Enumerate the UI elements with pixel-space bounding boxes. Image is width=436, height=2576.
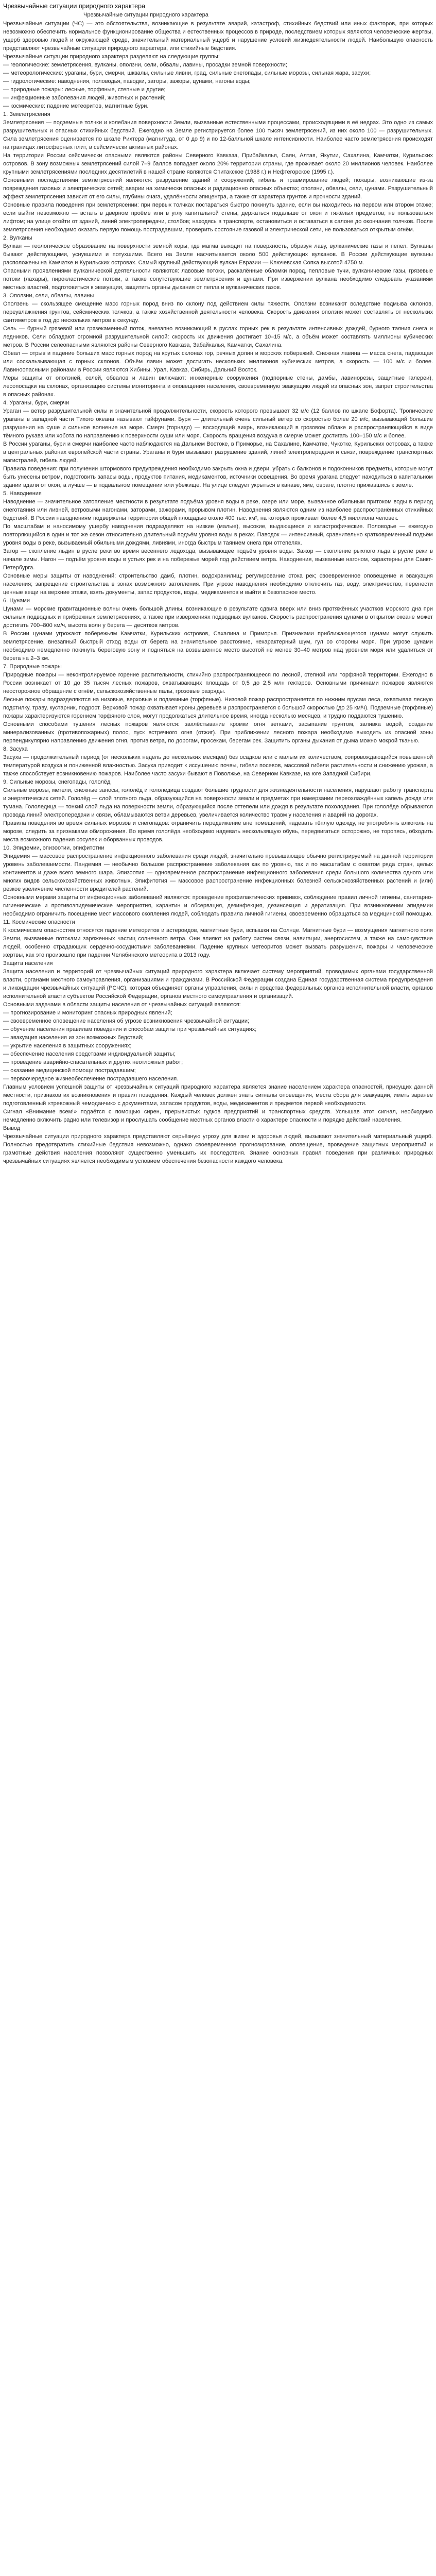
paragraph: Землетрясения — подземные толчки и колебания поверхности Земли, вызванные естественными процессами, происходящими в её недрах. Это одно из самых разрушительных и опасных стихийных бедствий. Ежегодно на Земле регистрируется более 100 тысяч землетрясений, из них около 100 — разрушительных. Сила землетрясения оценивается по шкале Рихтера (магнитуда, от 0 до 9) и по 12-балльной шкале интенсивности. Наиболее часто землетрясения происходят на границах литосферных плит, в сейсмически активных районах. bbox=[3, 120, 433, 150]
list-item: — гидрологические: наводнения, половодья, паводки, заторы, зажоры, цунами, нагоны воды; bbox=[3, 78, 251, 84]
list-item: — обучение населения правилам поведения и способам защиты при чрезвычайных ситуациях; bbox=[3, 1026, 257, 1032]
paragraph: По масштабам и наносимому ущербу наводнения подразделяют на низкие (малые), высокие, выдающиеся и катастрофические. Половодье — ежегодно повторяющийся в один и тот же сезон относительно длительный подъём уровня воды в реках. Паводок — интенсивный, сравнительно кратковременный подъём уровня воды в реке, вызываемый обильными дождями, ливнями, иногда быстрым таянием снега при оттепелях. bbox=[3, 523, 433, 546]
paragraph: Основными задачами в области защиты населения от чрезвычайных ситуаций являются: bbox=[3, 1002, 241, 1008]
list-item: — первоочередное жизнеобеспечение пострадавшего населения. bbox=[3, 1076, 179, 1082]
list-item: — эвакуация населения из зон возможных бедствий; bbox=[3, 1035, 144, 1041]
paragraph: В России цунами угрожают побережьям Камчатки, Курильских островов, Сахалина и Приморья. Признаками приближающегося цунами могут служить землетрясение, внезапный быстрый отход воды от берега на значительное расстояние, нехарактерный шум, гул со стороны моря. При угрозе цунами необходимо немедленно покинуть береговую зону и подняться на возвышенное место высотой не менее 30–40 метров над уровнем моря или удалиться от берега на 2–3 км. bbox=[3, 631, 433, 662]
list-item: — геологические: землетрясения, вулканы, оползни, сели, обвалы, лавины, просадки земной поверхности; bbox=[3, 62, 287, 68]
paragraph: 10. Эпидемии, эпизоотии, эпифитотии bbox=[3, 845, 104, 851]
document-page bbox=[0, 0, 436, 1168]
paragraph: Меры защиты от оползней, селей, обвалов и лавин включают: инженерные сооружения (подпорные стены, дамбы, лавинорезы, защитные галереи), лесопосадки на склонах, организацию системы мониторинга и оповещения населения, своевременную эвакуацию людей из опасных зон, запрет строительства в опасных районах. bbox=[3, 375, 433, 398]
list-item: — природные пожары: лесные, торфяные, степные и другие; bbox=[3, 87, 166, 93]
list-item: — прогнозирование и мониторинг опасных природных явлений; bbox=[3, 1010, 172, 1016]
paragraph: Чрезвычайные ситуации природного характера разделяют на следующие группы: bbox=[3, 54, 220, 60]
list-item: — инфекционные заболевания людей, животных и растений; bbox=[3, 95, 166, 101]
paragraph: 5. Наводнения bbox=[3, 490, 42, 497]
paragraph: Затор — скопление льдин в русле реки во время весеннего ледохода, вызывающее подъём уровня воды. Зажор — скопление рыхлого льда в русле реки в начале зимы. Нагон — подъём уровня воды в устьях рек и на побережье морей под действием ветра. Наводнения, вызванные нагоном, характерны для Санкт-Петербурга. bbox=[3, 548, 433, 571]
list-item: — метеорологические: ураганы, бури, смерчи, шквалы, сильные ливни, град, сильные снегопады, сильные морозы, сильная жара, засухи; bbox=[3, 70, 371, 76]
list-item: — проведение аварийно-спасательных и других неотложных работ; bbox=[3, 1059, 183, 1065]
paragraph: Оползень — скользящее смещение масс горных пород вниз по склону под действием силы тяжести. Оползни возникают вследствие подмыва склонов, переувлажнения грунтов, сейсмических толчков, а также хозяйственной деятельности человека. Скорость движения оползня может составлять от нескольких сантиметров в год до нескольких метров в секунду. bbox=[3, 301, 433, 324]
paragraph: Основные меры защиты от наводнений: строительство дамб, плотин, водохранилищ; регулирование стока рек; своевременное оповещение и эвакуация населения; запрещение строительства в зонах возможного затопления. При угрозе наводнения необходимо отключить газ, воду, электричество, перенести ценные вещи на верхние этажи, взять документы, запас продуктов, воды, медикаментов и выйти в безопасное место. bbox=[3, 573, 433, 596]
list-item: — космические: падение метеоритов, магнитные бури. bbox=[3, 103, 149, 109]
paragraph: Основными последствиями землетрясений являются: разрушение зданий и сооружений; гибель и травмирование людей; пожары, возникающие из-за повреждения газовых и электрических сетей; аварии на химически опасных и радиационно опасных объектах; оползни, обвалы, сели, цунами. Разрушительный эффект землетрясения зависит от его силы, глубины очага, удалённости эпицентра, а также от характера грунтов и прочности зданий. bbox=[3, 177, 433, 200]
paragraph: Чрезвычайные ситуации природного характера представляют серьёзную угрозу для жизни и здоровья людей, вызывают значительный материальный ущерб. Полностью предотвратить стихийные бедствия невозможно, однако своевременное прогнозирование, оповещение, проведение защитных мероприятий и грамотные действия населения позволяют существенно уменьшить их последствия. Знание основных правил поведения при различных природных чрезвычайных ситуациях является необходимым условием обеспечения безопасности каждого человека. bbox=[3, 1133, 433, 1164]
paragraph: Вулкан — геологическое образование на поверхности земной коры, где магма выходит на поверхность, образуя лаву, вулканические газы и пепел. Вулканы бывают действующими, уснувшими и потухшими. Всего на Земле насчитывается около 500 действующих вулканов. В России действующие вулканы расположены на Камчатке и Курильских островах. Самый крупный действующий вулкан Евразии — Ключевская Сопка высотой 4750 м. bbox=[3, 243, 433, 266]
paragraph: Цунами — морские гравитационные волны очень большой длины, возникающие в результате сдвига вверх или вниз протяжённых участков морского дна при сильных подводных и прибрежных землетрясениях, а также при извержениях подводных вулканов. Скорость распространения цунами в открытом океане может достигать 700–800 км/ч, высота волн у берега — десятков метров. bbox=[3, 606, 433, 629]
paragraph: На территории России сейсмически опасными являются районы Северного Кавказа, Прибайкалья, Саян, Алтая, Якутии, Сахалина, Камчатки, Курильских островов. В зону возможных землетрясений силой 7–9 баллов попадает около 20% территории страны, где проживает около 20 миллионов человек. Наиболее крупными землетрясениями последних десятилетий в нашей стране являются Спитакское (1988 г.) и Нефтегорское (1995 г.). bbox=[3, 152, 433, 175]
paragraph: Защита населения и территорий от чрезвычайных ситуаций природного характера включает систему мероприятий, проводимых органами государственной власти, органами местного самоуправления, организациями и гражданами. В Российской Федерации создана Единая государственная система предупреждения и ликвидации чрезвычайных ситуаций (РСЧС), которая объединяет органы управления, силы и средства федеральных органов исполнительной власти, органов исполнительной власти субъектов Российской Федерации, органов местного самоуправления и организаций. bbox=[3, 969, 433, 999]
paragraph: 2. Вулканы bbox=[3, 235, 32, 241]
paragraph: Сильные морозы, метели, снежные заносы, гололёд и гололедица создают большие трудности для жизнедеятельности населения, нарушают работу транспорта и энергетических сетей. Гололёд — слой плотного льда, образующийся на поверхности земли и предметах при намерзании переохлаждённых капель дождя или тумана. Гололедица — тонкий слой льда на поверхности земли, образующийся после оттепели или дождя в результате похолодания. При гололёде обрываются провода линий электропередачи и связи, обламываются ветви деревьев, увеличивается количество травм у населения и аварий на дорогах. bbox=[3, 787, 433, 818]
paragraph: Главным условием успешной защиты от чрезвычайных ситуаций природного характера является знание населением характера опасностей, присущих данной местности, признаков их возникновения и правил поведения. Каждый человек должен знать сигналы оповещения, места сбора для эвакуации, иметь заранее подготовленный «тревожный чемоданчик» с документами, запасом продуктов, воды, медикаментов и предметов первой необходимости. bbox=[3, 1084, 433, 1107]
paragraph: Эпидемия — массовое распространение инфекционного заболевания среди людей, значительно превышающее обычно регистрируемый на данной территории уровень заболеваемости. Пандемия — необычно большое распространение заболевания как по уровню, так и по масштабам с охватом ряда стран, целых континентов и даже всего земного шара. Эпизоотия — одновременное распространение инфекционного заболевания среди большого количества одного или многих видов сельскохозяйственных животных. Эпифитотия — массовое распространение инфекционных болезней сельскохозяйственных растений и (или) резкое увеличение численности вредителей растений. bbox=[3, 853, 433, 892]
paragraph: Наводнение — значительное затопление местности в результате подъёма уровня воды в реке, озере или море, вызванное обильным притоком воды в период снеготаяния или ливней, ветровыми нагонами, заторами, зажорами, прорывом плотин. Наводнения являются одним из наиболее распространённых стихийных бедствий. В России наводнениям подвержены территории общей площадью около 400 тыс. км², на которых проживает более 4,5 миллиона человек. bbox=[3, 499, 433, 521]
page-subtitle: Чрезвычайные ситуации природного характера bbox=[83, 12, 208, 18]
paragraph: Вывод bbox=[3, 1125, 21, 1131]
paragraph: Лесные пожары подразделяются на низовые, верховые и подземные (торфяные). Низовой пожар распространяется по нижним ярусам леса, охватывая лесную подстилку, траву, кустарник, подрост. Верховой пожар охватывает кроны деревьев и распространяется с большой скоростью (до 25 км/ч). Подземные (торфяные) пожары характеризуются горением торфяного слоя, могут продолжаться длительное время, иногда несколько месяцев, и трудно поддаются тушению. bbox=[3, 697, 433, 719]
paragraph: К космическим опасностям относятся падение метеоритов и астероидов, магнитные бури, вспышки на Солнце. Магнитные бури — возмущения магнитного поля Земли, вызванные потоками заряженных частиц солнечного ветра. Они влияют на работу систем связи, навигации, энергосистем, а также на самочувствие людей, особенно страдающих сердечно-сосудистыми заболеваниями. Падение крупных метеоритов может вызвать разрушения, пожары и человеческие жертвы, как это произошло при падении Челябинского метеорита в 2013 году. bbox=[3, 927, 433, 958]
paragraph: Обвал — отрыв и падение больших масс горных пород на крутых склонах гор, речных долин и морских побережий. Снежная лавина — масса снега, падающая или соскальзывающая с горных склонов. Объём лавин может достигать нескольких миллионов кубических метров, а скорость — 100 м/с и более. Лавиноопасными районами в России являются Хибины, Урал, Кавказ, Сибирь, Дальний Восток. bbox=[3, 350, 433, 373]
paragraph: Основными мерами защиты от инфекционных заболеваний являются: проведение профилактических прививок, соблюдение правил личной гигиены, санитарно-гигиенические и противоэпидемические мероприятия, карантин и обсервация, дезинфекция, дезинсекция и дератизация. При возникновении эпидемии необходимо ограничить посещение мест массового скопления людей, соблюдать правила личной гигиены, своевременно обращаться за медицинской помощью. bbox=[3, 894, 433, 917]
paragraph: Защита населения bbox=[3, 960, 53, 967]
list-item: — обеспечение населения средствами индивидуальной защиты; bbox=[3, 1051, 176, 1057]
paragraph: В России ураганы, бури и смерчи наиболее часто наблюдаются на Дальнем Востоке, в Приморье, на Сахалине, Камчатке, Чукотке, Курильских островах, а также в центральных районах европейской части страны. Ураганы и бури вызывают разрушение зданий, линий электропередачи и связи, повреждение транспортных магистралей, гибель людей. bbox=[3, 441, 433, 464]
paragraph: 6. Цунами bbox=[3, 598, 30, 604]
paragraph: Основные правила поведения при землетрясении: при первых толчках постараться быстро покинуть здание, если вы находитесь на первом или втором этаже; если выйти невозможно — встать в дверном проёме или в углу капитальной стены, держаться подальше от окон и тяжёлых предметов; не пользоваться лифтом; на улице отойти от зданий, линий электропередачи, столбов; находясь в транспорте, остановиться и оставаться в салоне до окончания толчков. После землетрясения необходимо оказать первую помощь пострадавшим, проверить состояние газовой и электрической сети, не пользоваться открытым огнём. bbox=[3, 202, 433, 233]
list-item: — укрытие населения в защитных сооружениях; bbox=[3, 1043, 132, 1049]
paragraph: Засуха — продолжительный период (от нескольких недель до нескольких месяцев) без осадков или с малым их количеством, сопровождающийся повышенной температурой воздуха и пониженной влажностью. Засуха приводит к иссушению почвы, гибели посевов, массовой гибели растительности и снижению урожая, а также способствует возникновению пожаров. Наиболее часто засухи бывают в Поволжье, на Северном Кавказе, на юге Западной Сибири. bbox=[3, 754, 433, 777]
paragraph: 7. Природные пожары bbox=[3, 664, 62, 670]
list-item: — оказание медицинской помощи пострадавшим; bbox=[3, 1067, 136, 1074]
paragraph: Правила поведения во время сильных морозов и снегопадов: ограничить передвижение вне помещений, надевать тёплую одежду, не употреблять алкоголь на морозе, следить за признаками обморожения. Во время гололёда необходимо надевать нескользящую обувь, передвигаться осторожно, не торопясь, обходить места возможного падения сосулек и оборванных проводов. bbox=[3, 820, 433, 843]
paragraph: Основными способами тушения лесных пожаров являются: захлёстывание кромки огня ветками, засыпание грунтом, заливка водой, создание минерализованных (противопожарных) полос, пуск встречного огня (отжиг). При приближении лесного пожара необходимо выходить из опасной зоны перпендикулярно направлению движения огня, против ветра, по дорогам, просекам, берегам рек. Защитить органы дыхания от дыма можно мокрой тканью. bbox=[3, 721, 433, 744]
paragraph: Природные пожары — неконтролируемое горение растительности, стихийно распространяющееся по лесной, степной или торфяной территории. Ежегодно в России возникает от 10 до 35 тысяч лесных пожаров, охватывающих площадь от 0,5 до 2,5 млн гектаров. Основными причинами пожаров являются неосторожное обращение с огнём, сельскохозяйственные палы, грозовые разряды. bbox=[3, 672, 433, 694]
paragraph: Ураган — ветер разрушительной силы и значительной продолжительности, скорость которого превышает 32 м/с (12 баллов по шкале Бофорта). Тропические ураганы в западной части Тихого океана называют тайфунами. Буря — длительный очень сильный ветер со скоростью более 20 м/с, вызывающий большие разрушения на суше и сильное волнение на море. Смерч (торнадо) — восходящий вихрь, возникающий в грозовом облаке и распространяющийся в виде тёмного рукава или хобота по направлению к поверхности суши или моря. Скорость вращения воздуха в смерче может достигать 100–150 м/с и более. bbox=[3, 408, 433, 439]
paragraph: 3. Оползни, сели, обвалы, лавины bbox=[3, 293, 94, 299]
paragraph: Сель — бурный грязевой или грязекаменный поток, внезапно возникающий в руслах горных рек в результате интенсивных дождей, бурного таяния снега и ледников. Сели обладают огромной разрушительной силой: скорость их движения достигает 10–15 м/с, а объём может составлять миллионы кубических метров. В России селеопасными являются районы Северного Кавказа, Забайкалья, Камчатки, Сахалина. bbox=[3, 326, 433, 348]
paragraph: 1. Землетрясения bbox=[3, 111, 50, 117]
paragraph: Правила поведения: при получении штормового предупреждения необходимо закрыть окна и двери, убрать с балконов и подоконников предметы, которые могут быть унесены ветром, подготовить запасы воды, продуктов питания, медикаментов, источники освещения. Во время урагана следует находиться в капитальном здании вдали от окон, а лучше — в подвальном помещении или убежище. На улице следует укрыться в канаве, яме, овраге, плотно прижавшись к земле. bbox=[3, 466, 433, 488]
paragraph: 8. Засуха bbox=[3, 746, 28, 752]
document-body bbox=[3, 20, 433, 1165]
page-title: Чрезвычайные ситуации природного характера bbox=[3, 3, 146, 10]
paragraph: Сигнал «Внимание всем!» подаётся с помощью сирен, прерывистых гудков предприятий и транспортных средств. Услышав этот сигнал, необходимо немедленно включить радио или телевизор и прослушать сообщение местных органов власти о характере опасности и порядке действий населения. bbox=[3, 1109, 433, 1123]
paragraph: 11. Космические опасности bbox=[3, 919, 75, 925]
paragraph: Чрезвычайные ситуации (ЧС) — это обстоятельства, возникающие в результате аварий, катастроф, стихийных бедствий или иных факторов, при которых невозможно обеспечить нормальное функционирование общества и естественных процессов в природе, последствием которых являются человеческие жертвы, ущерб здоровью людей и окружающей среде, значительный материальный ущерб и нарушение условий жизнедеятельности людей. Наибольшую опасность представляют чрезвычайные ситуации природного характера, или стихийные бедствия. bbox=[3, 21, 433, 52]
list-item: — своевременное оповещение населения об угрозе возникновения чрезвычайной ситуации; bbox=[3, 1018, 250, 1024]
paragraph: Опасными проявлениями вулканической деятельности являются: лавовые потоки, раскалённые обломки пород, пепловые тучи, вулканические газы, грязевые потоки (лахары), пирокластические потоки, а также сопутствующие землетрясения и цунами. При извержении вулкана необходимо следовать указаниям местных властей, подготовиться к эвакуации, защитить органы дыхания от пепла и вулканических газов. bbox=[3, 268, 433, 291]
paragraph: 4. Ураганы, бури, смерчи bbox=[3, 400, 69, 406]
paragraph: 9. Сильные морозы, снегопады, гололёд bbox=[3, 779, 111, 785]
